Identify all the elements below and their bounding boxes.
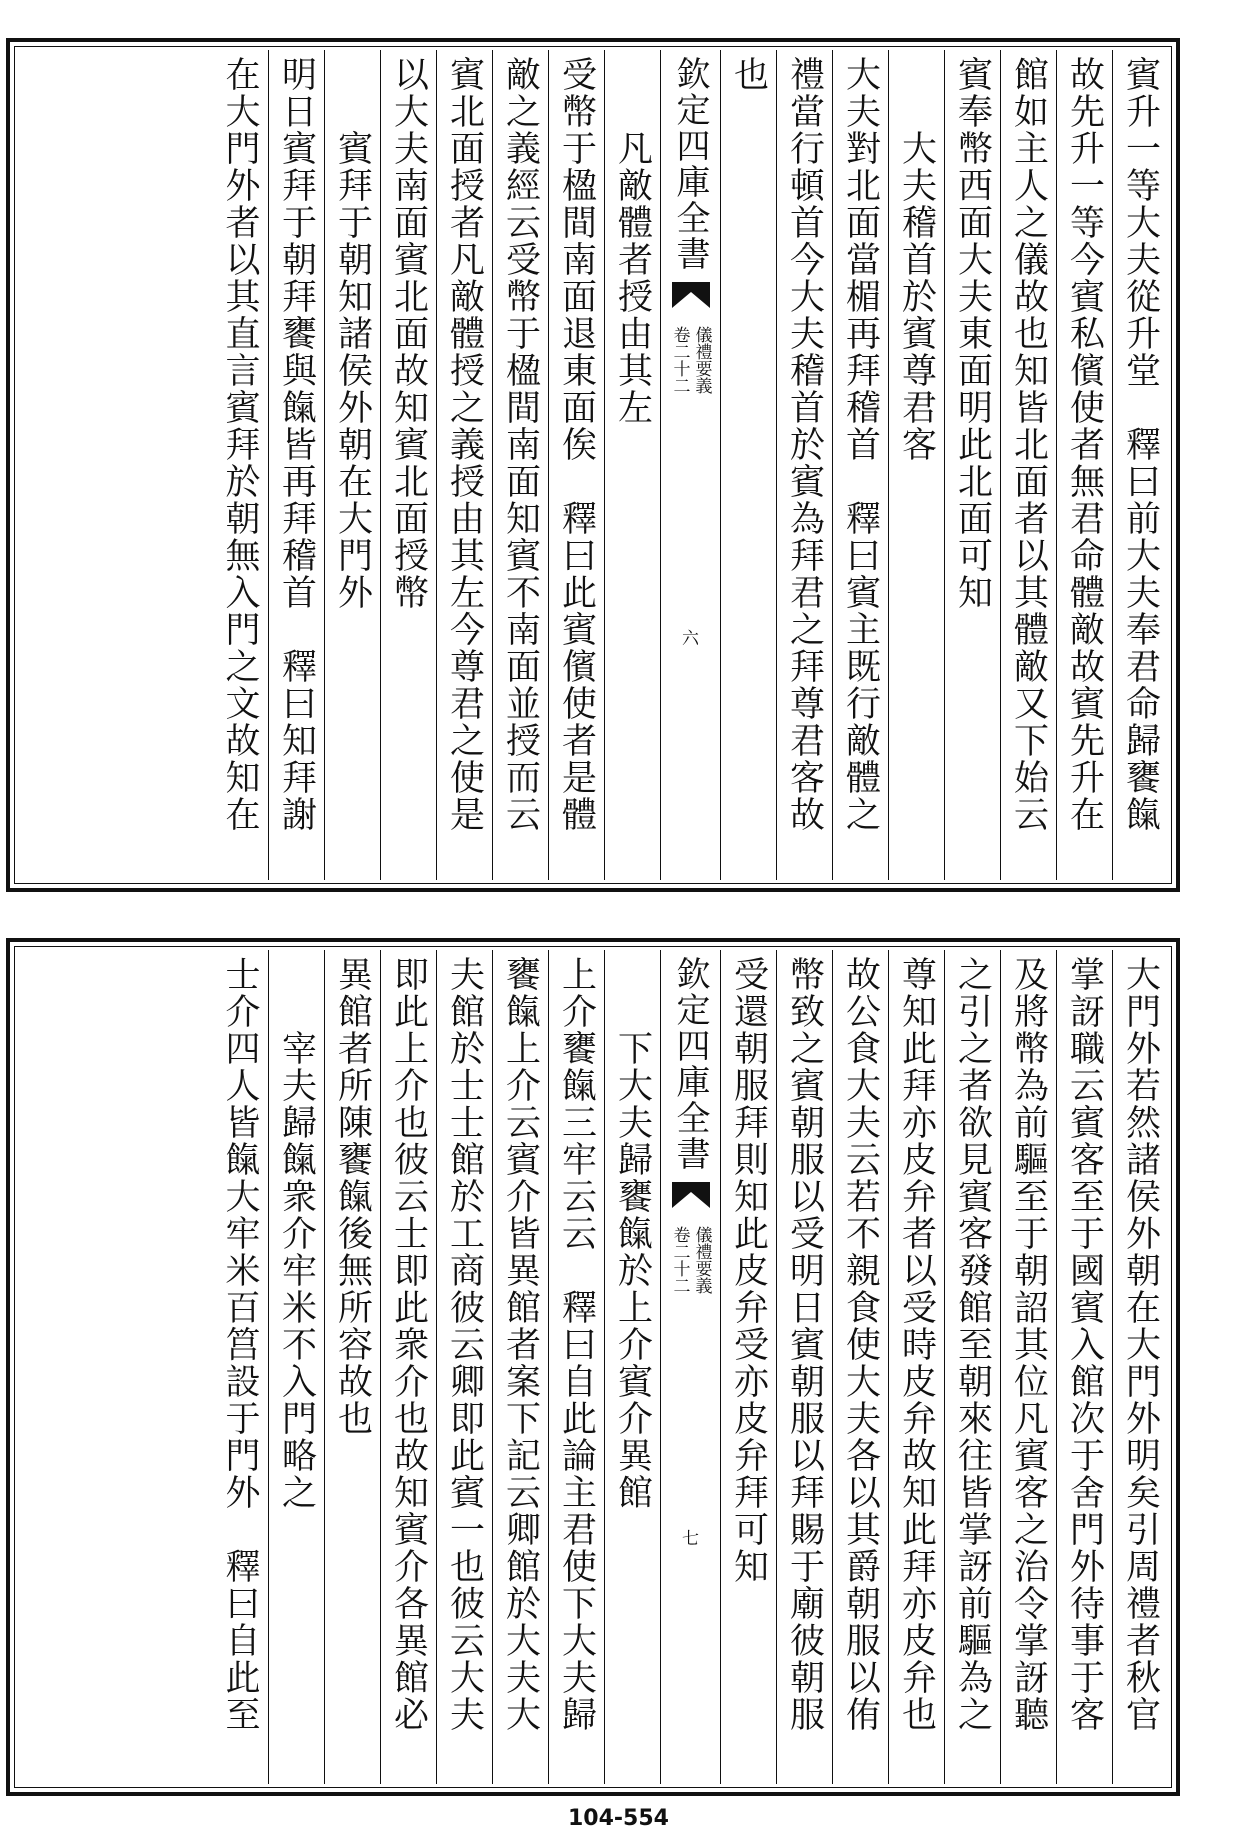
column-text: 異館者所陳饔餼後無所容故也	[332, 956, 373, 1437]
column-text: 禮當行頓首今大夫稽首於賓為拜君之拜尊君客故	[784, 56, 825, 833]
text-column	[212, 50, 268, 880]
column-text: 敵之義經云受幣于楹間南面知賓不南面並授而云	[500, 56, 541, 833]
volume-number: 卷二十二	[669, 1226, 690, 1294]
column-text: 故先升一等今賓私儐使者無君命體敵故賓先升在	[1064, 56, 1105, 833]
page-number: 七	[682, 1529, 699, 1549]
column-text: 幣致之賓朝服以受明日賓朝服以拜賜于廟彼朝服	[784, 956, 825, 1733]
text-column	[212, 950, 268, 1784]
text-column	[832, 50, 888, 880]
text-column	[720, 50, 776, 880]
column-text: 賓升一等大夫從升堂 釋曰前大夫奉君命歸饔餼	[1120, 56, 1161, 833]
column-text: 賓北面授者凡敵體授之義授由其左今尊君之使是	[444, 56, 485, 833]
text-column	[832, 950, 888, 1784]
text-column	[268, 50, 324, 880]
text-column	[380, 50, 436, 880]
column-text: 掌訝職云賓客至于國賓入館次于舍門外待事于客	[1064, 956, 1105, 1733]
column-text: 故公食大夫云若不親食使大夫各以其爵朝服以侑	[840, 956, 881, 1733]
text-column	[776, 50, 832, 880]
text-column	[1112, 950, 1168, 1784]
spine-header: 欽定四庫全書	[670, 956, 710, 1172]
column-text: 受幣于楹間南面退東面俟 釋曰此賓儐使者是體	[556, 56, 597, 833]
text-column	[436, 50, 492, 880]
column-text: 饔餼上介云賓介皆異館者案下記云卿館於大夫大	[500, 956, 541, 1733]
column-text: 下大夫歸饔餼於上介賓介異館	[612, 1030, 653, 1511]
column-text: 賓奉幣西面大夫東面明此北面可知	[952, 56, 993, 611]
column-text: 以大夫南面賓北面故知賓北面授幣	[388, 56, 429, 611]
top-page-columns	[18, 50, 1168, 880]
column-text: 夫館於士士館於工商彼云卿即此賓一也彼云大夫	[444, 956, 485, 1733]
column-text: 尊知此拜亦皮弁者以受時皮弁故知此拜亦皮弁也	[896, 956, 937, 1733]
text-column	[380, 950, 436, 1784]
column-text: 也	[728, 56, 769, 93]
text-column	[268, 950, 324, 1784]
spine-header: 欽定四庫全書	[670, 56, 710, 272]
fishtail-mark-icon	[672, 282, 710, 308]
page-spine	[660, 950, 720, 1784]
text-column	[1056, 50, 1112, 880]
volume-number: 卷二十二	[669, 326, 690, 394]
page-number: 六	[682, 629, 699, 649]
column-text: 上介饔餼三牢云云 釋曰自此論主君使下大夫歸	[556, 956, 597, 1733]
text-column	[888, 50, 944, 880]
column-text: 賓拜于朝知諸侯外朝在大門外	[332, 130, 373, 611]
fishtail-mark-icon	[672, 1182, 710, 1208]
column-text: 凡敵體者授由其左	[612, 130, 653, 426]
top-page-frame	[6, 38, 1180, 892]
column-text: 館如主人之儀故也知皆北面者以其體敵又下始云	[1008, 56, 1049, 833]
text-column	[776, 950, 832, 1784]
column-text: 明日賓拜于朝拜饔與餼皆再拜稽首 釋曰知拜謝	[276, 56, 317, 833]
text-column	[1000, 950, 1056, 1784]
bottom-page-frame	[6, 938, 1180, 1796]
column-text: 士介四人皆餼大牢米百筥設于門外 釋曰自此至	[220, 956, 260, 1733]
page-spine	[660, 50, 720, 880]
text-column	[548, 950, 604, 1784]
text-column	[944, 50, 1000, 880]
bottom-page-columns	[18, 950, 1168, 1784]
text-column	[436, 950, 492, 1784]
text-column	[324, 950, 380, 1784]
page-footer-number: 104-554	[568, 1806, 669, 1831]
column-text: 及將幣為前驅至于朝詔其位凡賓客之治令掌訝聽	[1008, 956, 1049, 1733]
spine-title	[670, 326, 712, 394]
column-text: 即此上介也彼云士即此衆介也故知賓介各異館必	[388, 956, 429, 1733]
column-text: 宰夫歸餼衆介牢米不入門略之	[276, 1030, 317, 1511]
text-column	[944, 950, 1000, 1784]
text-column	[720, 950, 776, 1784]
text-column	[492, 950, 548, 1784]
text-column	[1000, 50, 1056, 880]
column-text: 大夫稽首於賓尊君客	[896, 130, 937, 463]
text-column	[604, 950, 660, 1784]
column-text: 大夫對北面當楣再拜稽首 釋曰賓主既行敵體之	[840, 56, 881, 833]
book-title: 儀禮要義	[691, 326, 712, 394]
text-column	[1056, 950, 1112, 1784]
text-column	[604, 50, 660, 880]
column-text: 受還朝服拜則知此皮弁受亦皮弁拜可知	[728, 956, 769, 1585]
text-column	[548, 50, 604, 880]
column-text: 大門外若然諸侯外朝在大門外明矣引周禮者秋官	[1120, 956, 1161, 1733]
text-column	[888, 950, 944, 1784]
text-column	[492, 50, 548, 880]
text-column	[324, 50, 380, 880]
column-text: 之引之者欲見賓客發館至朝來往皆掌訝前驅為之	[952, 956, 993, 1733]
spine-title	[670, 1226, 712, 1294]
book-title: 儀禮要義	[691, 1226, 712, 1294]
text-column	[1112, 50, 1168, 880]
column-text: 在大門外者以其直言賓拜於朝無入門之文故知在	[220, 56, 260, 833]
